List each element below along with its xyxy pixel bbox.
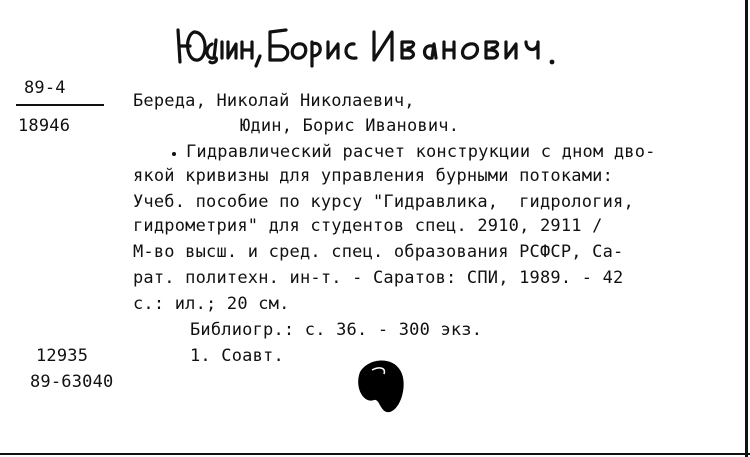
card-right-edge xyxy=(745,0,748,457)
card-bottom-edge xyxy=(0,453,750,455)
subject-entry: 1. Соавт. xyxy=(190,346,284,366)
body-line-2: якой кривизны для управления бурными потоками: xyxy=(133,166,614,186)
call-number-divider xyxy=(16,104,104,106)
ink-blot xyxy=(350,352,410,416)
bibliography-note: Библиогр.: с. 36. - 300 экз. xyxy=(190,320,483,340)
body-line-7: с.: ил.; 20 см. xyxy=(133,294,290,314)
body-line-4: гидрометрия" для студентов спец. 2910, 2911 / xyxy=(133,216,603,236)
body-line-5: М-во высш. и сред. спец. образования РСФСР, Са- xyxy=(133,242,624,262)
body-line-6: рат. политехн. ин-т. - Саратов: СПИ, 1989. - 42 xyxy=(133,268,624,288)
inventory-number: 12935 xyxy=(36,346,89,366)
body-line-1: Гидравлический расчет конструкции с дном дво- xyxy=(186,142,656,162)
paragraph-mark xyxy=(172,152,176,156)
coauthor-line: Юдин, Борис Иванович. xyxy=(240,116,460,136)
call-number-bottom: 18946 xyxy=(18,116,71,136)
body-line-3: Учеб. пособие по курсу "Гидравлика, гидрология, xyxy=(133,192,634,212)
call-number-top: 89-4 xyxy=(24,78,66,98)
registration-number: 89-63040 xyxy=(30,372,114,392)
author-line: Береда, Николай Николаевич, xyxy=(133,91,415,111)
handwritten-heading xyxy=(170,18,570,74)
